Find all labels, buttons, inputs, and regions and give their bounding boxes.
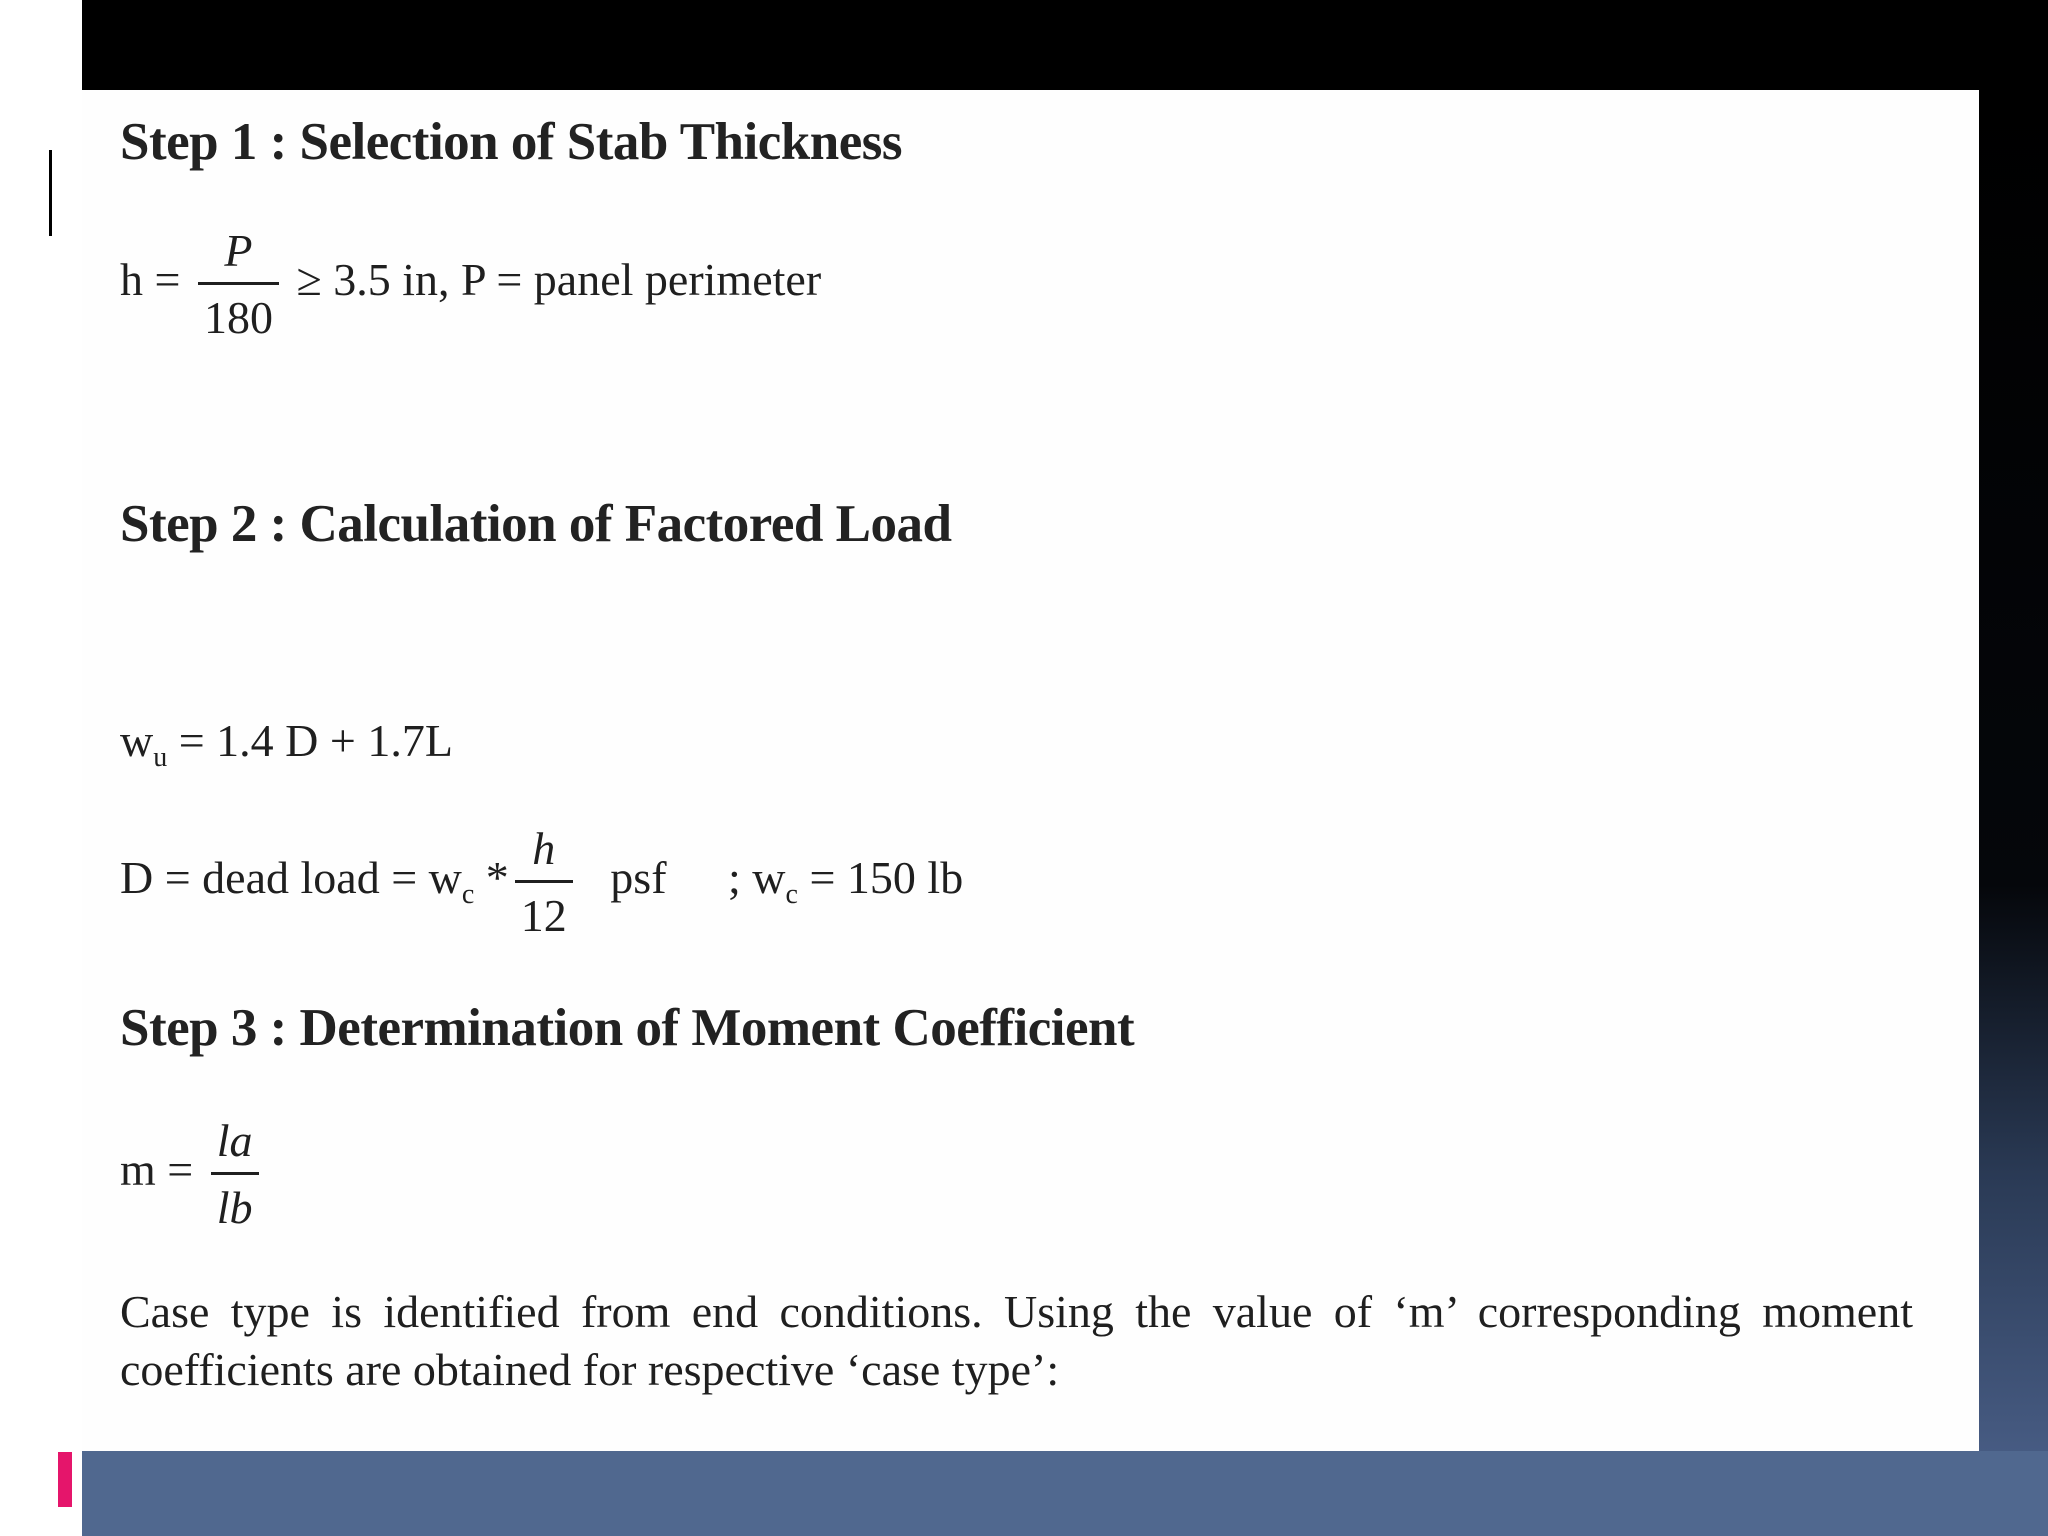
slide-top-bar bbox=[82, 0, 2048, 90]
step1-fraction bbox=[198, 225, 279, 343]
slide-bottom-bar bbox=[82, 1451, 2048, 1536]
step1-frac-numerator: P bbox=[198, 228, 279, 285]
step3-moment-equation bbox=[120, 1115, 265, 1233]
text-cursor bbox=[49, 150, 52, 236]
wu-symbol: w bbox=[120, 715, 154, 766]
step2-fraction bbox=[515, 823, 573, 941]
accent-marker bbox=[58, 1452, 72, 1507]
step3-frac-denominator: lb bbox=[216, 1182, 253, 1233]
step1-frac-denominator: 180 bbox=[203, 292, 273, 343]
step3-fraction bbox=[211, 1115, 259, 1233]
step1-heading: Step 1 : Selection of Stab Thickness bbox=[120, 113, 902, 171]
step3-eq-lhs: m = bbox=[120, 1144, 194, 1196]
wc-prefix: ; w bbox=[728, 852, 786, 904]
paragraph-line-1: Case type is identified from end conditions. Using the value of ‘m’ corresponding moment bbox=[120, 1286, 1913, 1337]
step1-eq-lhs: h = bbox=[120, 254, 181, 306]
wc-rhs: = 150 lb bbox=[809, 852, 964, 904]
dead-load-lhs: D = dead load = w bbox=[120, 852, 462, 904]
dead-load-multiply: * bbox=[485, 852, 509, 904]
paragraph-line-2: coefficients are obtained for respective ‘case type’: bbox=[120, 1344, 1060, 1395]
step2-dead-load-equation bbox=[120, 823, 964, 941]
case-type-paragraph bbox=[120, 1283, 1913, 1399]
dead-load-unit: psf bbox=[610, 852, 667, 904]
step3-heading: Step 3 : Determination of Moment Coefficient bbox=[120, 999, 1135, 1057]
step2-frac-numerator: h bbox=[515, 826, 573, 883]
wc-subscript: c bbox=[785, 879, 798, 911]
slide-right-panel bbox=[1979, 90, 2048, 1536]
step3-frac-numerator: la bbox=[211, 1118, 259, 1175]
step2-factored-load-equation bbox=[120, 715, 453, 773]
dead-load-subscript: c bbox=[461, 879, 475, 911]
step1-thickness-equation bbox=[120, 225, 822, 343]
wu-subscript: u bbox=[153, 742, 168, 773]
step2-frac-denominator: 12 bbox=[520, 890, 567, 941]
step2-heading: Step 2 : Calculation of Factored Load bbox=[120, 495, 952, 553]
step1-eq-rhs: ≥ 3.5 in, P = panel perimeter bbox=[296, 254, 822, 306]
wu-rhs: = 1.4 D + 1.7L bbox=[178, 715, 453, 766]
